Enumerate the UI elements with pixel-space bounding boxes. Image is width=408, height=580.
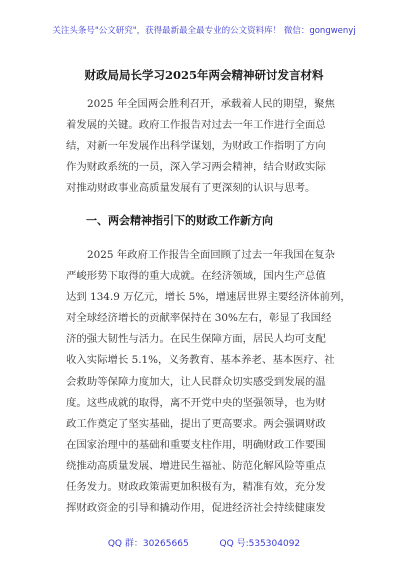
section-heading: 一、两会精神指引下的财政工作新方向 — [86, 214, 273, 227]
header-promo-note: 关注头条号"公文研究"，获得最新最全最专业的公文资料库！ 微信：gongwenyj — [52, 26, 356, 36]
document-title: 财政局局长学习2025年两会精神研讨发言材料 — [84, 68, 324, 82]
paragraph-line: 达到 134.9 万亿元，增长 5%，增速居世界主要经济体前列， — [66, 291, 351, 304]
qq-number-label: QQ 号:535304092 — [219, 539, 301, 549]
paragraph-line: 2025 年全国两会胜利召开，承载着人民的期望，聚焦 — [87, 98, 335, 110]
qq-group-label: QQ 群：30265665 — [107, 539, 189, 549]
paragraph-line: 严峻形势下取得的重大成就。在经济领域，国内生产总值 — [66, 270, 326, 283]
paragraph-line: 政工作奠定了坚实基础，提出了更高要求。两会强调财政 — [66, 417, 326, 430]
paragraph-line: 2025 年政府工作报告全面回顾了过去一年我国在复杂 — [87, 249, 335, 261]
intro-paragraph — [66, 94, 356, 199]
paragraph-line: 绕推动高质量发展、增进民生福祉、防范化解风险等重点 — [66, 459, 326, 472]
paragraph-line: 济的强大韧性与活力。在民生保障方面，居民人均可支配 — [66, 333, 326, 346]
paragraph-line: 对全球经济增长的贡献率保持在 30%左右，彰显了我国经 — [66, 312, 332, 325]
paragraph-line: 结，对新一年发展作出科学谋划，为财政工作指明了方向 — [66, 140, 326, 153]
paragraph-line: 任务发力。财政政策需更加积极有为，精准有效，充分发 — [66, 481, 326, 494]
paragraph-line: 会救助等保障力度加大，让人民群众切实感受到发展的温 — [66, 375, 326, 388]
footer-contact — [0, 536, 408, 549]
paragraph-line: 着发展的关键。政府工作报告对过去一年工作进行全面总 — [66, 119, 326, 132]
section-paragraph — [66, 245, 356, 519]
paragraph-line: 作为财政系统的一员，深入学习两会精神，结合财政实际 — [66, 161, 326, 174]
paragraph-line: 在国家治理中的基础和重要支柱作用，明确财政工作要围 — [66, 438, 326, 451]
paragraph-line: 度。这些成就的取得，离不开党中央的坚强领导，也为财 — [66, 396, 326, 409]
paragraph-line: 挥财政资金的引导和撬动作用，促进经济社会持续健康发 — [66, 502, 326, 515]
paragraph-line: 收入实际增长 5.1%，义务教育、基本养老、基本医疗、社 — [66, 354, 335, 367]
paragraph-line: 对推动财政事业高质量发展有了更深刻的认识与思考。 — [66, 182, 316, 195]
